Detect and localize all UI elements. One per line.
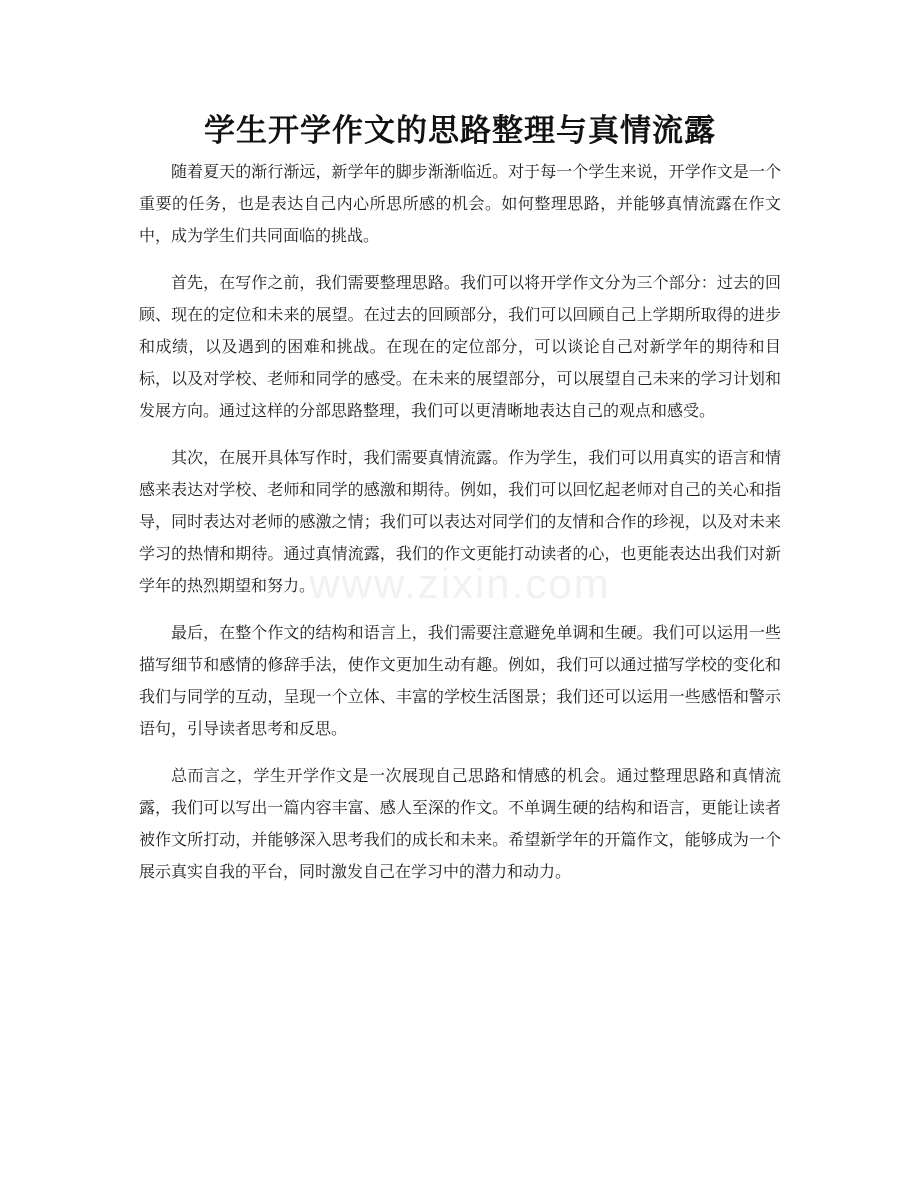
- paragraph-second: 其次，在展开具体写作时，我们需要真情流露。作为学生，我们可以用真实的语言和情感来表达对学校、老师和同学的感激和期待。例如，我们可以回忆起老师对自己的关心和指导，同时表达对老师的感激之情；我们可以表达对同学们的友情和合作的珍视，以及对未来学习的热情和期待。通过真情流露，我们的作文更能打动读者的心，也更能表达出我们对新学年的热烈期望和努力。: [139, 448, 781, 595]
- document-title: 学生开学作文的思路整理与真情流露: [204, 113, 716, 149]
- watermark-text: www.zixin.com: [309, 560, 611, 607]
- paragraph-last: 最后，在整个作文的结构和语言上，我们需要注意避免单调和生硬。我们可以运用一些描写细节和感情的修辞手法，使作文更加生动有趣。例如，我们可以通过描写学校的变化和我们与同学的互动，呈现一个立体、丰富的学校生活图景；我们还可以运用一些感悟和警示语句，引导读者思考和反思。: [139, 623, 781, 738]
- paragraph-intro: 随着夏天的渐行渐远，新学年的脚步渐渐临近。对于每一个学生来说，开学作文是一个重要的任务，也是表达自己内心所思所感的机会。如何整理思路，并能够真情流露在作文中，成为学生们共同面临的挑战。: [139, 162, 781, 245]
- paragraph-conclusion: 总而言之，学生开学作文是一次展现自己思路和情感的机会。通过整理思路和真情流露，我们可以写出一篇内容丰富、感人至深的作文。不单调生硬的结构和语言，更能让读者被作文所打动，并能够深入思考我们的成长和未来。希望新学年的开篇作文，能够成为一个展示真实自我的平台，同时激发自己在学习中的潜力和动力。: [139, 766, 781, 881]
- paragraph-first: 首先，在写作之前，我们需要整理思路。我们可以将开学作文分为三个部分：过去的回顾、现在的定位和未来的展望。在过去的回顾部分，我们可以回顾自己上学期所取得的进步和成绩，以及遇到的困难和挑战。在现在的定位部分，可以谈论自己对新学年的期待和目标，以及对学校、老师和同学的感受。在未来的展望部分，可以展望自己未来的学习计划和发展方向。通过这样的分部思路整理，我们可以更清晰地表达自己的观点和感受。: [139, 273, 781, 420]
- document-body: [139, 156, 781, 888]
